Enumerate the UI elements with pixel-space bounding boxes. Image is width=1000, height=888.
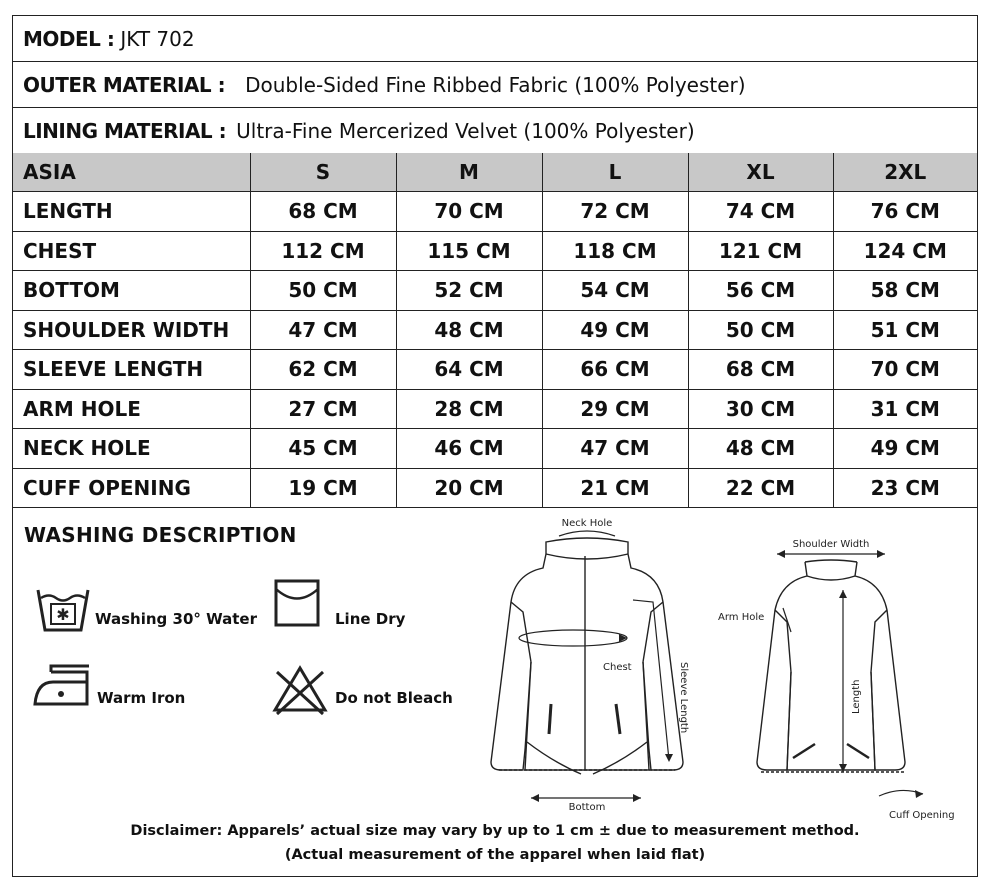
table-cell: 54 CM	[542, 271, 688, 311]
svg-text:✱: ✱	[56, 605, 70, 624]
table-cell: 76 CM	[833, 192, 977, 232]
table-row	[13, 429, 977, 469]
table-cell: 50 CM	[688, 310, 833, 350]
table-row	[13, 310, 977, 350]
table-cell: 49 CM	[542, 310, 688, 350]
bottom-label: Bottom	[568, 802, 606, 812]
table-cell: 66 CM	[542, 350, 688, 390]
iron-icon	[31, 662, 93, 710]
table-cell: 27 CM	[250, 389, 396, 429]
row-label: SLEEVE LENGTH	[13, 350, 250, 390]
table-cell: 19 CM	[250, 468, 396, 508]
header-region: ASIA	[13, 153, 250, 192]
table-row	[13, 350, 977, 390]
table-cell: 115 CM	[396, 231, 542, 271]
table-cell: 21 CM	[542, 468, 688, 508]
neck-hole-label: Neck Hole	[561, 518, 613, 529]
table-row	[13, 231, 977, 271]
size-header-row	[13, 153, 977, 192]
table-cell: 68 CM	[250, 192, 396, 232]
no-bleach-label: Do not Bleach	[335, 689, 453, 707]
table-cell: 45 CM	[250, 429, 396, 469]
line-dry-label: Line Dry	[335, 610, 406, 628]
table-row	[13, 389, 977, 429]
table-cell: 22 CM	[688, 468, 833, 508]
header-size-m: M	[396, 153, 542, 192]
table-cell: 50 CM	[250, 271, 396, 311]
header-size-xl: XL	[688, 153, 833, 192]
row-label: LENGTH	[13, 192, 250, 232]
table-cell: 58 CM	[833, 271, 977, 311]
disclaimer-line-2: (Actual measurement of the apparel when laid flat)	[284, 847, 706, 863]
table-cell: 68 CM	[688, 350, 833, 390]
table-cell: 31 CM	[833, 389, 977, 429]
table-cell: 62 CM	[250, 350, 396, 390]
wash-30-label: Washing 30° Water	[95, 610, 257, 628]
model-value: JKT 702	[120, 26, 195, 51]
back-jacket-diagram	[701, 522, 971, 822]
table-cell: 49 CM	[833, 429, 977, 469]
chest-label: Chest	[603, 662, 632, 673]
row-label: CUFF OPENING	[13, 468, 250, 508]
table-row	[13, 271, 977, 311]
table-cell: 118 CM	[542, 231, 688, 271]
front-jacket-diagram	[473, 512, 703, 812]
table-cell: 48 CM	[396, 310, 542, 350]
table-cell: 70 CM	[833, 350, 977, 390]
table-cell: 56 CM	[688, 271, 833, 311]
lining-material-row	[13, 108, 977, 153]
header-size-l: L	[542, 153, 688, 192]
table-cell: 47 CM	[542, 429, 688, 469]
table-cell: 124 CM	[833, 231, 977, 271]
row-label: BOTTOM	[13, 271, 250, 311]
table-cell: 23 CM	[833, 468, 977, 508]
table-cell: 72 CM	[542, 192, 688, 232]
outer-material-row	[13, 62, 977, 108]
header-size-2xl: 2XL	[833, 153, 977, 192]
table-cell: 70 CM	[396, 192, 542, 232]
table-cell: 121 CM	[688, 231, 833, 271]
table-cell: 74 CM	[688, 192, 833, 232]
lining-material-value: Ultra-Fine Mercerized Velvet (100% Polyester)	[236, 118, 695, 143]
table-cell: 30 CM	[688, 389, 833, 429]
table-cell: 48 CM	[688, 429, 833, 469]
size-table	[13, 153, 977, 508]
row-label: CHEST	[13, 231, 250, 271]
washing-title: WASHING DESCRIPTION	[24, 523, 297, 547]
length-label: Length	[851, 679, 862, 714]
table-cell: 52 CM	[396, 271, 542, 311]
table-cell: 28 CM	[396, 389, 542, 429]
model-label: MODEL :	[23, 26, 115, 51]
row-label: NECK HOLE	[13, 429, 250, 469]
row-label: SHOULDER WIDTH	[13, 310, 250, 350]
table-cell: 29 CM	[542, 389, 688, 429]
table-row	[13, 192, 977, 232]
outer-material-value: Double-Sided Fine Ribbed Fabric (100% Polyester)	[245, 72, 746, 97]
iron-label: Warm Iron	[97, 689, 186, 707]
table-row	[13, 468, 977, 508]
line-dry-icon	[273, 578, 321, 628]
header-size-s: S	[250, 153, 396, 192]
table-cell: 20 CM	[396, 468, 542, 508]
wash-30-icon	[35, 586, 91, 634]
outer-material-label: OUTER MATERIAL :	[23, 72, 226, 97]
table-cell: 46 CM	[396, 429, 542, 469]
table-cell: 64 CM	[396, 350, 542, 390]
table-cell: 112 CM	[250, 231, 396, 271]
no-bleach-icon	[271, 664, 329, 716]
table-cell: 47 CM	[250, 310, 396, 350]
lining-material-label: LINING MATERIAL :	[23, 118, 227, 143]
shoulder-width-label: Shoulder Width	[792, 539, 870, 550]
arm-hole-label: Arm Hole	[718, 612, 765, 623]
disclaimer-line-1: Disclaimer: Apparels’ actual size may vary by up to 1 cm ± due to measurement method.	[130, 823, 860, 839]
table-cell: 51 CM	[833, 310, 977, 350]
model-row	[13, 16, 977, 62]
sleeve-length-label: Sleeve Length	[678, 662, 689, 734]
cuff-opening-label: Cuff Opening	[889, 810, 955, 821]
size-chart-sheet	[12, 15, 978, 877]
row-label: ARM HOLE	[13, 389, 250, 429]
